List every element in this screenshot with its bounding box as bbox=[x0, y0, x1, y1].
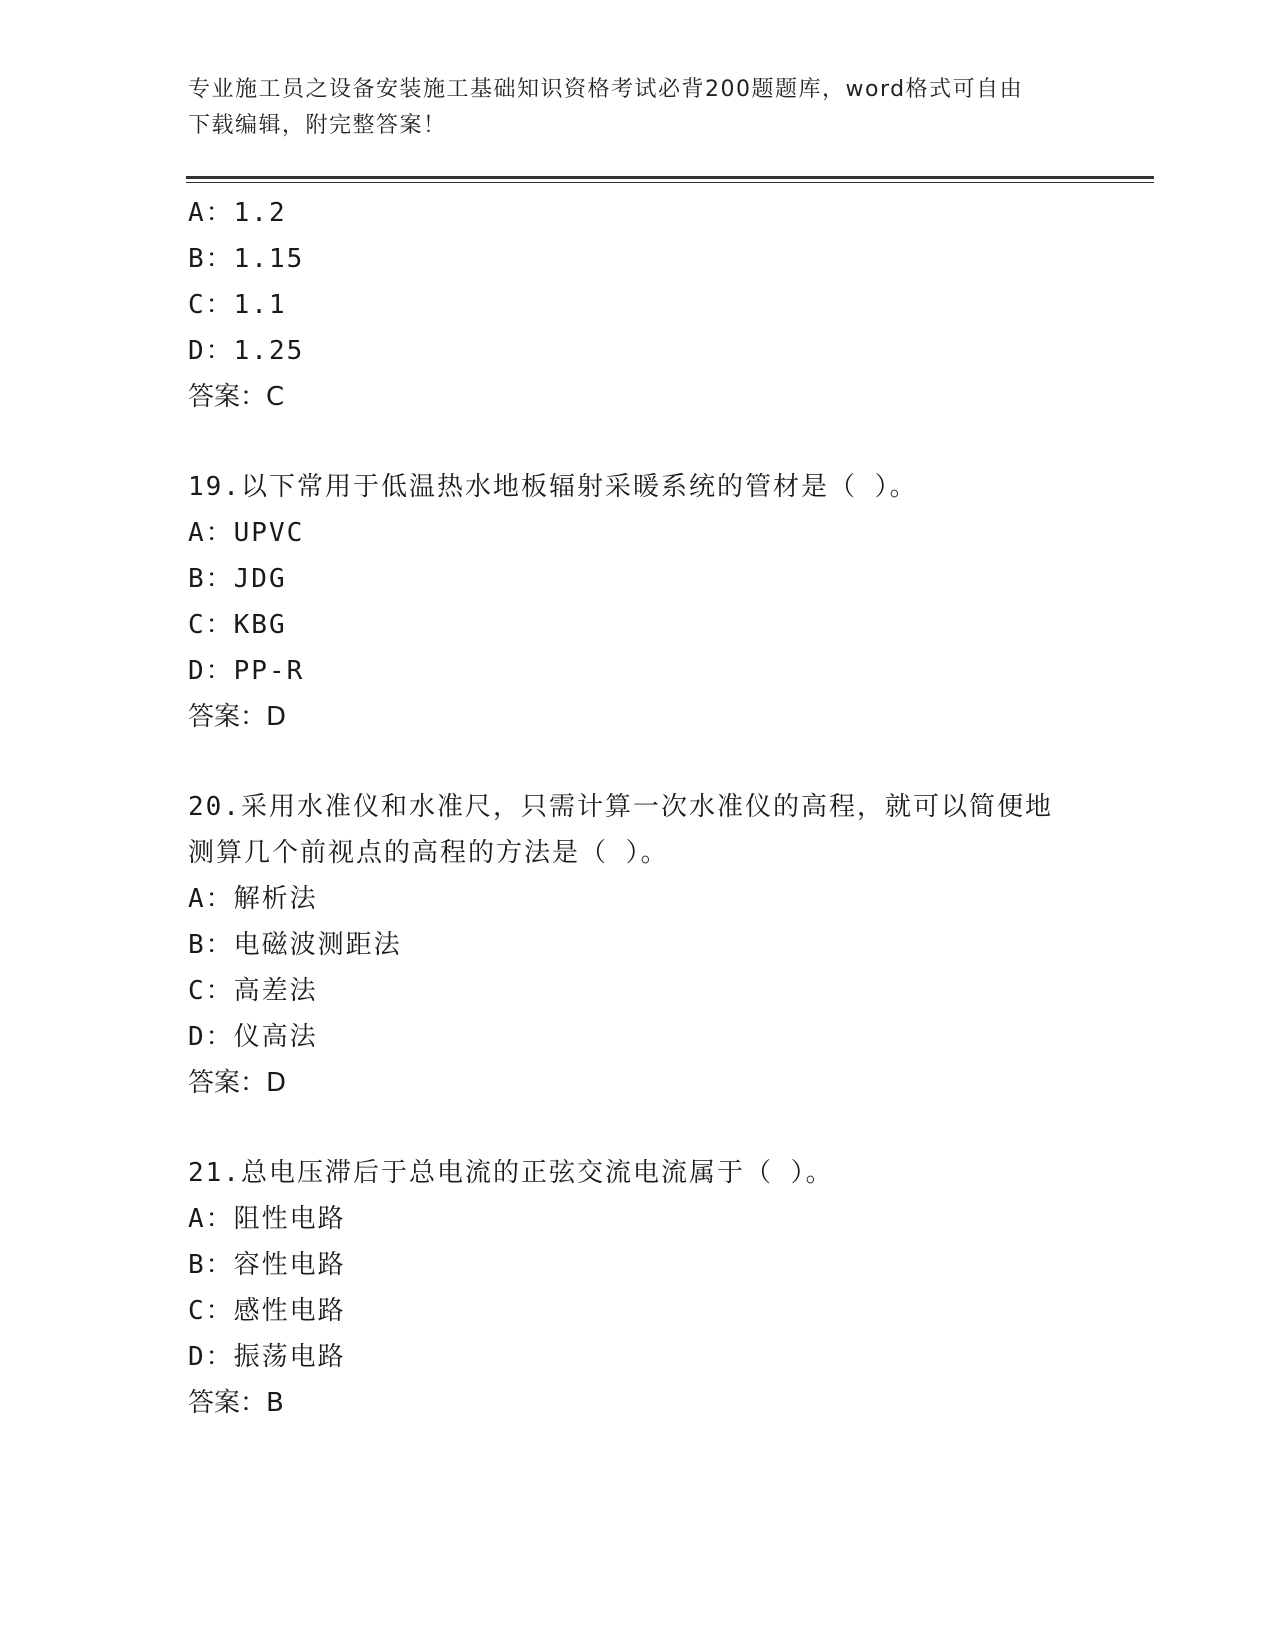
header-rule-thin bbox=[186, 182, 1154, 183]
option-d: D：振荡电路 bbox=[188, 1342, 346, 1372]
spacer bbox=[188, 1106, 1088, 1150]
question-list bbox=[188, 190, 1088, 1426]
question-19 bbox=[188, 464, 1088, 740]
answer: 答案：B bbox=[188, 1388, 284, 1418]
option-c: C：高差法 bbox=[188, 976, 318, 1006]
option-b: B：容性电路 bbox=[188, 1250, 346, 1280]
option-c: C：感性电路 bbox=[188, 1296, 346, 1326]
option-a: A：解析法 bbox=[188, 884, 318, 914]
option-d: D：仪高法 bbox=[188, 1022, 318, 1052]
answer: 答案：D bbox=[188, 1068, 287, 1098]
option-b: B：电磁波测距法 bbox=[188, 930, 402, 960]
header-line-2: 下载编辑，附完整答案！ bbox=[188, 113, 447, 138]
option-c: C：1.1 bbox=[188, 290, 287, 320]
question-text-line-2: 测算几个前视点的高程的方法是（ ）。 bbox=[188, 838, 669, 868]
document-header bbox=[188, 72, 1088, 144]
question-18 bbox=[188, 190, 1088, 420]
question-21 bbox=[188, 1150, 1088, 1426]
option-d: D：PP-R bbox=[188, 656, 305, 686]
option-b: B：JDG bbox=[188, 564, 287, 594]
header-line-1: 专业施工员之设备安装施工基础知识资格考试必背200题题库，word格式可自由 bbox=[188, 77, 1024, 102]
spacer bbox=[188, 740, 1088, 784]
option-a: A：1.2 bbox=[188, 198, 287, 228]
spacer bbox=[188, 420, 1088, 464]
option-d: D：1.25 bbox=[188, 336, 305, 366]
option-b: B：1.15 bbox=[188, 244, 305, 274]
question-20 bbox=[188, 784, 1088, 1106]
option-c: C：KBG bbox=[188, 610, 287, 640]
question-text: 19.以下常用于低温热水地板辐射采暖系统的管材是（ ）。 bbox=[188, 472, 918, 502]
answer: 答案：D bbox=[188, 702, 287, 732]
answer: 答案：C bbox=[188, 382, 285, 412]
question-text: 21.总电压滞后于总电流的正弦交流电流属于（ ）。 bbox=[188, 1158, 834, 1188]
option-a: A：阻性电路 bbox=[188, 1204, 346, 1234]
header-rule-thick bbox=[186, 176, 1154, 179]
option-a: A：UPVC bbox=[188, 518, 305, 548]
question-text-line-1: 20.采用水准仪和水准尺，只需计算一次水准仪的高程，就可以简便地 bbox=[188, 792, 1053, 822]
